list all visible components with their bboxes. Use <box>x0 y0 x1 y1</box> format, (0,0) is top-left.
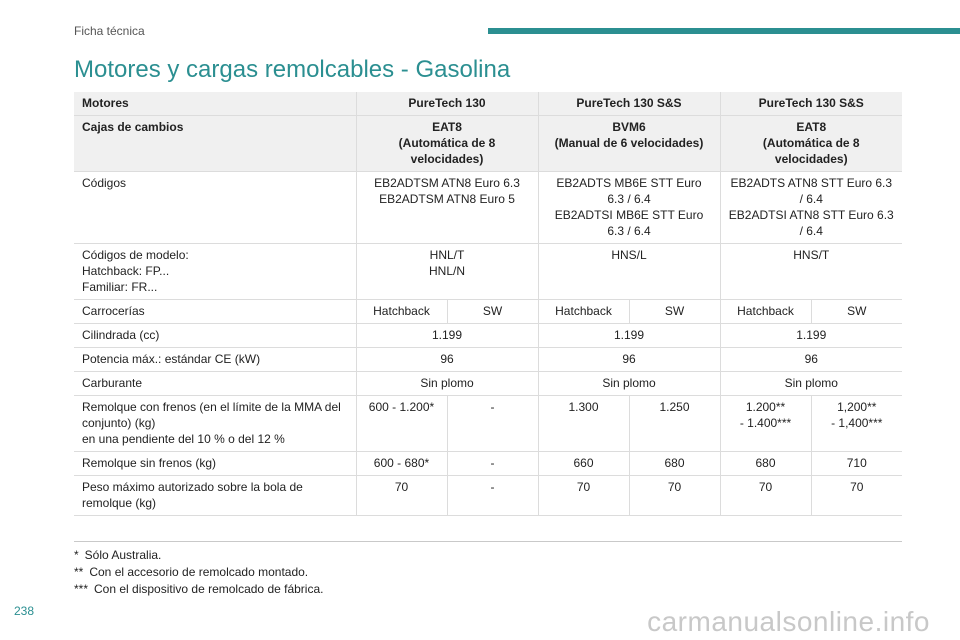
table-cell: 1,200** - 1,400*** <box>811 396 902 452</box>
row-label: Códigos de modelo: Hatchback: FP... Familiar: FR... <box>74 244 356 300</box>
table-cell: EAT8 (Automática de 8 velocidades) <box>720 116 902 172</box>
footnote <box>74 581 323 598</box>
table-cell: SW <box>811 300 902 324</box>
footnote-text: Con el dispositivo de remolcado de fábrica. <box>94 582 324 596</box>
row-label: Potencia máx.: estándar CE (kW) <box>74 348 356 372</box>
table-cell: HNL/T HNL/N <box>356 244 538 300</box>
table-cell: - <box>447 452 538 476</box>
row-label: Cilindrada (cc) <box>74 324 356 348</box>
table-cell: 1.199 <box>538 324 720 348</box>
table-row-gearboxes <box>74 116 902 172</box>
page-title: Motores y cargas remolcables - Gasolina <box>74 56 511 83</box>
row-label: Peso máximo autorizado sobre la bola de remolque (kg) <box>74 476 356 516</box>
table-cell: 1.199 <box>720 324 902 348</box>
table-row-unbraked-trailer <box>74 452 902 476</box>
table-cell: Hatchback <box>538 300 629 324</box>
table-cell: 70 <box>720 476 811 516</box>
footnote-mark: ** <box>74 565 84 579</box>
table-cell: 710 <box>811 452 902 476</box>
accent-bar <box>488 28 960 34</box>
table-cell: PureTech 130 <box>356 92 538 116</box>
page-number: 238 <box>14 604 35 618</box>
table-cell: Hatchback <box>720 300 811 324</box>
table-row-braked-trailer <box>74 396 902 452</box>
table-row-displacement <box>74 324 902 348</box>
table-cell: 1.300 <box>538 396 629 452</box>
table-cell: 660 <box>538 452 629 476</box>
table-cell: 70 <box>811 476 902 516</box>
table-cell: - <box>447 476 538 516</box>
row-label: Motores <box>74 92 356 116</box>
footnote <box>74 564 323 581</box>
table-cell: Sin plomo <box>720 372 902 396</box>
table-cell: Sin plomo <box>538 372 720 396</box>
table-cell: 70 <box>538 476 629 516</box>
table-cell: SW <box>629 300 720 324</box>
table-cell: HNS/L <box>538 244 720 300</box>
table-cell: 70 <box>629 476 720 516</box>
table-cell: 680 <box>629 452 720 476</box>
footnote-mark: * <box>74 548 79 562</box>
footnote-text: Con el accesorio de remolcado montado. <box>89 565 309 579</box>
row-label: Carrocerías <box>74 300 356 324</box>
table-cell: HNS/T <box>720 244 902 300</box>
footnote-text: Sólo Australia. <box>84 548 162 562</box>
table-row-fuel <box>74 372 902 396</box>
table-row-model-codes <box>74 244 902 300</box>
table-cell: 600 - 680* <box>356 452 447 476</box>
table-cell: 70 <box>356 476 447 516</box>
table-cell: Hatchback <box>356 300 447 324</box>
footnote-mark: *** <box>74 582 89 596</box>
table-cell: 96 <box>538 348 720 372</box>
watermark: carmanualsonline.info <box>647 606 930 637</box>
table-cell: PureTech 130 S&S <box>720 92 902 116</box>
footnote <box>74 547 323 564</box>
table-row-power <box>74 348 902 372</box>
table-cell: PureTech 130 S&S <box>538 92 720 116</box>
table-cell: EB2ADTS MB6E STT Euro 6.3 / 6.4 EB2ADTSI MB6E STT Euro 6.3 / 6.4 <box>538 172 720 244</box>
table-cell: EB2ADTSM ATN8 Euro 6.3 EB2ADTSM ATN8 Euro 5 <box>356 172 538 244</box>
table-cell: 1.199 <box>356 324 538 348</box>
table-cell: EB2ADTS ATN8 STT Euro 6.3 / 6.4 EB2ADTSI ATN8 STT Euro 6.3 / 6.4 <box>720 172 902 244</box>
table-cell: Sin plomo <box>356 372 538 396</box>
row-label: Códigos <box>74 172 356 244</box>
table-cell: BVM6 (Manual de 6 velocidades) <box>538 116 720 172</box>
spec-table <box>74 92 902 516</box>
table-cell: 1.200** - 1.400*** <box>720 396 811 452</box>
table-row-engines <box>74 92 902 116</box>
table-cell: SW <box>447 300 538 324</box>
table-cell: 680 <box>720 452 811 476</box>
section-label: Ficha técnica <box>74 24 145 38</box>
table-cell: 600 - 1.200* <box>356 396 447 452</box>
row-label: Remolque con frenos (en el límite de la MMA del conjunto) (kg) en una pendiente del 10 % o del 12 % <box>74 396 356 452</box>
table-cell: 96 <box>356 348 538 372</box>
table-cell: 96 <box>720 348 902 372</box>
table-row-codes <box>74 172 902 244</box>
row-label: Cajas de cambios <box>74 116 356 172</box>
table-row-bodies <box>74 300 902 324</box>
table-cell: EAT8 (Automática de 8 velocidades) <box>356 116 538 172</box>
table-cell: - <box>447 396 538 452</box>
row-label: Carburante <box>74 372 356 396</box>
footnote-divider <box>74 541 902 542</box>
table-row-towball-load <box>74 476 902 516</box>
table-cell: 1.250 <box>629 396 720 452</box>
row-label: Remolque sin frenos (kg) <box>74 452 356 476</box>
footnotes <box>74 547 323 598</box>
